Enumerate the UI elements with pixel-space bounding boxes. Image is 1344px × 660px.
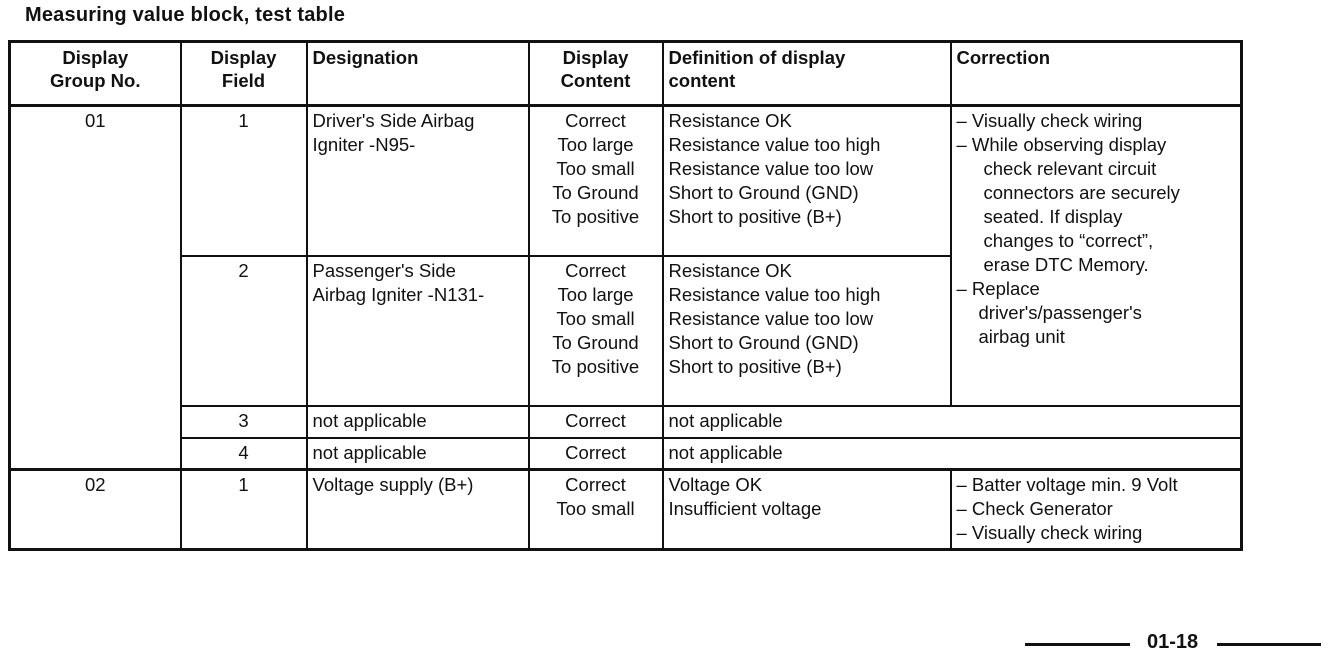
definition-cell	[663, 438, 1242, 470]
correction-line: erase DTC Memory.	[983, 254, 1149, 275]
cell-line: Resistance OK	[668, 110, 792, 131]
designation-cell	[307, 470, 529, 550]
definition-cell	[663, 470, 951, 550]
designation-cell	[307, 256, 529, 406]
table-row	[10, 470, 1242, 550]
correction-line: airbag unit	[978, 326, 1065, 347]
cell-line: Correct	[565, 409, 626, 431]
correction-line: driver's/passenger's	[978, 302, 1142, 323]
designation-cell	[307, 106, 529, 256]
correction-line: – Visually check wiring	[956, 522, 1143, 543]
cell-line: Correct	[565, 110, 626, 131]
definition-cell	[663, 406, 1242, 438]
correction-line: – Check Generator	[956, 498, 1113, 519]
correction-line: – Visually check wiring	[956, 110, 1143, 131]
cell-line: Resistance value too low	[668, 307, 874, 329]
correction-line: – While observing display	[956, 134, 1167, 155]
cell-line: Resistance value too high	[668, 283, 881, 305]
cell-line: Short to positive (B+)	[668, 355, 842, 377]
definition-cell	[663, 256, 951, 406]
cell-line: not applicable	[312, 409, 427, 431]
header-designation: Designation	[307, 42, 529, 106]
correction-line: seated. If display	[983, 206, 1123, 227]
cell-line: not applicable	[668, 441, 783, 463]
header-definition	[663, 42, 951, 106]
group-number-cell: 01	[10, 106, 181, 470]
page-number: 01-18	[1147, 631, 1199, 653]
table-row	[10, 406, 1242, 438]
cell-line: Resistance value too low	[668, 158, 874, 179]
cell-line: Too large	[557, 134, 634, 155]
header-row	[10, 42, 1242, 106]
correction-line: – Batter voltage min. 9 Volt	[956, 474, 1178, 495]
test-table	[8, 40, 1243, 551]
field-number-cell: 1	[181, 470, 307, 550]
field-number-cell: 4	[181, 438, 307, 470]
cell-line: Voltage supply (B+)	[312, 474, 474, 495]
cell-line: Correct	[565, 474, 626, 495]
cell-line: Too small	[556, 158, 635, 179]
content-cell	[529, 470, 663, 550]
header-line: Definition of display	[668, 47, 846, 68]
header-line: content	[668, 70, 736, 91]
table-row	[10, 438, 1242, 470]
cell-line: Insufficient voltage	[668, 498, 822, 519]
header-line: Display	[62, 47, 129, 68]
cell-line: To positive	[551, 206, 640, 227]
footer-rule-left	[1025, 643, 1130, 646]
cell-line: Passenger's Side	[312, 259, 456, 281]
header-line: Display	[210, 47, 277, 68]
cell-line: Igniter -N95-	[312, 134, 416, 155]
cell-line: Correct	[565, 259, 626, 281]
header-correction: Correction	[951, 42, 1242, 106]
correction-line: – Replace	[956, 278, 1040, 299]
footer-rule-right	[1217, 643, 1321, 646]
header-line: Group No.	[50, 70, 141, 91]
field-number-cell: 1	[181, 106, 307, 256]
cell-line: Short to Ground (GND)	[668, 331, 859, 353]
field-number-cell: 3	[181, 406, 307, 438]
correction-cell	[951, 106, 1242, 406]
cell-line: Resistance value too high	[668, 134, 881, 155]
cell-line: Correct	[565, 441, 626, 463]
header-field	[181, 42, 307, 106]
cell-line: Short to Ground (GND)	[668, 182, 859, 203]
cell-line: not applicable	[668, 409, 783, 431]
cell-line: Too small	[556, 307, 635, 329]
content-cell	[529, 256, 663, 406]
group-number-cell: 02	[10, 470, 181, 550]
header-line: Content	[560, 70, 631, 91]
header-line: Field	[221, 70, 266, 91]
cell-line: To Ground	[552, 331, 639, 353]
content-cell	[529, 438, 663, 470]
definition-cell	[663, 106, 951, 256]
cell-line: Short to positive (B+)	[668, 206, 842, 227]
correction-line: changes to “correct”,	[983, 230, 1154, 251]
cell-line: To Ground	[552, 182, 639, 203]
cell-line: Too small	[556, 498, 635, 519]
header-content	[529, 42, 663, 106]
field-number-cell: 2	[181, 256, 307, 406]
designation-cell	[307, 406, 529, 438]
table-row	[10, 106, 1242, 256]
correction-line: connectors are securely	[983, 182, 1180, 203]
correction-cell	[951, 470, 1242, 550]
cell-line: Too large	[557, 283, 634, 305]
cell-line: Voltage OK	[668, 474, 763, 495]
page-footer	[1025, 631, 1325, 655]
cell-line: Driver's Side Airbag	[312, 110, 475, 131]
page-title: Measuring value block, test table	[25, 4, 346, 26]
correction-line: check relevant circuit	[983, 158, 1157, 179]
content-cell	[529, 406, 663, 438]
designation-cell	[307, 438, 529, 470]
cell-line: Airbag Igniter -N131-	[312, 283, 485, 305]
cell-line: To positive	[551, 355, 640, 377]
header-line: Display	[562, 47, 629, 68]
cell-line: not applicable	[312, 441, 427, 463]
cell-line: Resistance OK	[668, 259, 792, 281]
content-cell	[529, 106, 663, 256]
header-group-no	[10, 42, 181, 106]
